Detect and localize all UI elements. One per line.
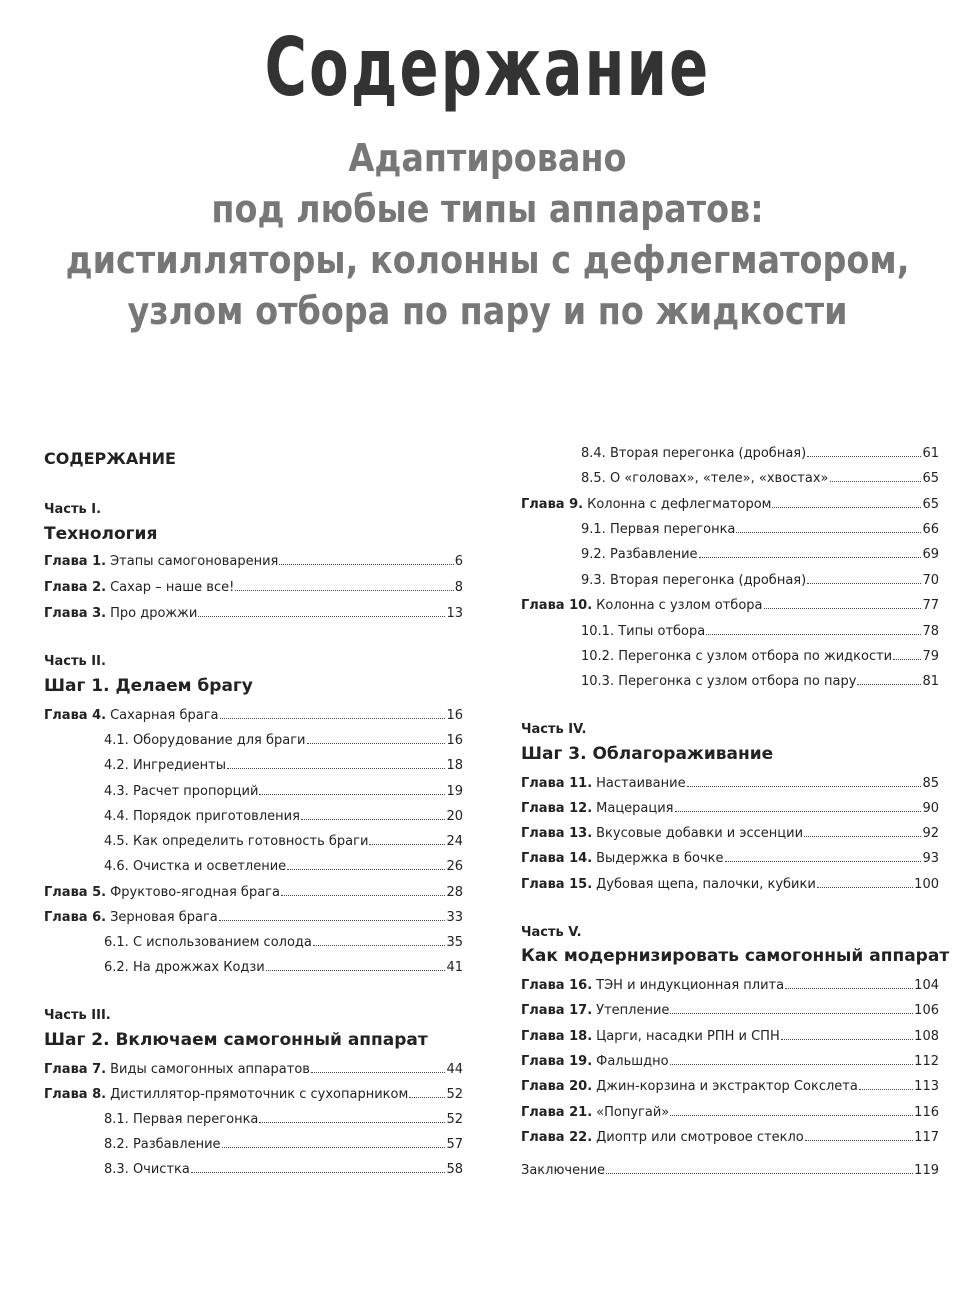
toc-entry[interactable] <box>521 774 939 793</box>
toc-entry-title: 4.1. Оборудование для браги <box>104 733 306 748</box>
toc-entry-title: 6.1. С использованием солода <box>104 935 312 950</box>
dot-leader <box>670 1052 914 1065</box>
toc-entry-title: ТЭН и индукционная плита <box>596 978 785 993</box>
toc-entry-title: Сахарная брага <box>110 708 219 723</box>
dot-leader <box>772 495 921 508</box>
toc-entry-page-number: 78 <box>922 624 939 639</box>
toc-entry[interactable] <box>521 1052 939 1071</box>
toc-entry-page-number: 24 <box>446 834 463 849</box>
toc-entry-page-number: 79 <box>922 649 939 664</box>
dot-leader <box>893 647 921 660</box>
toc-entry-title: Виды самогонных аппаратов <box>110 1062 310 1077</box>
dot-leader <box>675 799 922 812</box>
toc-entry-page-number: 57 <box>446 1137 463 1152</box>
toc-entry-title: Выдержка в бочке <box>596 851 724 866</box>
dot-leader <box>736 520 921 533</box>
toc-entry-title: 9.2. Разбавление <box>581 547 698 562</box>
dot-leader <box>307 731 446 744</box>
toc-entry-chapter-label: Глава 11. <box>521 776 593 791</box>
toc-entry[interactable] <box>104 857 463 876</box>
toc-entry-page-number: 26 <box>446 859 463 874</box>
dot-leader <box>219 908 446 921</box>
part-4-title: Шаг 3. Облагораживание <box>521 744 774 764</box>
toc-entry-chapter-label: Глава 16. <box>521 978 593 993</box>
toc-entry-chapter-label: Глава 2. <box>44 580 107 595</box>
toc-entry-page-number: 20 <box>446 809 463 824</box>
toc-entry[interactable] <box>44 908 463 927</box>
toc-entry[interactable] <box>104 958 463 977</box>
toc-entry-title: Фруктово-ягодная брага <box>110 885 280 900</box>
toc-entry[interactable] <box>581 647 939 666</box>
dot-leader <box>198 604 445 617</box>
toc-entry-chapter-label: Глава 7. <box>44 1062 107 1077</box>
dot-leader <box>606 1161 913 1174</box>
dot-leader <box>409 1085 445 1098</box>
toc-entry-page-number: 65 <box>922 497 939 512</box>
dot-leader <box>699 545 922 558</box>
toc-entry-title: «Попугай» <box>596 1105 670 1120</box>
toc-entry[interactable] <box>521 824 939 843</box>
toc-entry-title: 4.6. Очистка и осветление <box>104 859 287 874</box>
toc-entry-page-number: 70 <box>922 573 939 588</box>
toc-entry-title: 8.5. О «головах», «теле», «хвостах» <box>581 471 829 486</box>
dot-leader <box>670 1103 913 1116</box>
toc-entry[interactable] <box>581 444 939 463</box>
toc-entry-chapter-label: Глава 10. <box>521 598 593 613</box>
toc-entry-title: Вкусовые добавки и эссенции <box>596 826 804 841</box>
toc-entry-chapter-label: Глава 21. <box>521 1105 593 1120</box>
toc-entry-page-number: 6 <box>454 554 463 569</box>
toc-entry-page-number: 116 <box>914 1105 939 1120</box>
dot-leader <box>222 1135 446 1148</box>
toc-entry[interactable] <box>104 731 463 750</box>
toc-entry-title: 8.1. Первая перегонка <box>104 1112 259 1127</box>
toc-entry[interactable] <box>44 706 463 725</box>
dot-leader <box>807 444 921 457</box>
toc-entry-title: 9.3. Вторая перегонка (дробная) <box>581 573 807 588</box>
toc-entry[interactable] <box>44 552 463 571</box>
dot-leader <box>706 622 921 635</box>
toc-entry-page-number: 93 <box>922 851 939 866</box>
toc-entry-title: 9.1. Первая перегонка <box>581 522 736 537</box>
toc-entry-title: 4.5. Как определить готовность браги <box>104 834 369 849</box>
toc-entry-chapter-label: Глава 20. <box>521 1079 593 1094</box>
dot-leader <box>369 832 445 845</box>
toc-entry[interactable] <box>581 545 939 564</box>
part-3-title: Шаг 2. Включаем самогонный аппарат <box>44 1030 428 1050</box>
toc-entry[interactable] <box>521 849 939 868</box>
toc-entry-chapter-label: Глава 14. <box>521 851 593 866</box>
dot-leader <box>764 596 922 609</box>
dot-leader <box>279 552 453 565</box>
toc-entry-page-number: 19 <box>446 784 463 799</box>
dot-leader <box>220 706 446 719</box>
toc-entry[interactable] <box>521 1077 939 1096</box>
toc-entry[interactable] <box>44 1060 463 1079</box>
dot-leader <box>191 1160 446 1173</box>
toc-entry[interactable] <box>104 832 463 851</box>
toc-entry-page-number: 113 <box>914 1079 939 1094</box>
dot-leader <box>804 824 921 837</box>
toc-entry-page-number: 33 <box>446 910 463 925</box>
toc-entry-chapter-label: Глава 15. <box>521 877 593 892</box>
dot-leader <box>859 1077 913 1090</box>
toc-entry-title: Заключение <box>521 1163 606 1178</box>
toc-entry[interactable] <box>521 1001 939 1020</box>
toc-entry-page-number: 61 <box>922 446 939 461</box>
dot-leader <box>266 958 446 971</box>
toc-entry[interactable] <box>521 495 939 514</box>
subtitle <box>59 133 917 337</box>
toc-entry[interactable] <box>581 622 939 641</box>
toc-entry-title: Дубовая щепа, палочки, кубики <box>596 877 816 892</box>
toc-entry-title: 6.2. На дрожжах Кодзи <box>104 960 265 975</box>
toc-entry-chapter-label: Глава 17. <box>521 1003 593 1018</box>
toc-entry[interactable] <box>44 1085 463 1104</box>
toc-entry-title: 4.3. Расчет пропорций <box>104 784 259 799</box>
dot-leader <box>227 756 445 769</box>
toc-entry-page-number: 52 <box>446 1112 463 1127</box>
dot-leader <box>313 933 446 946</box>
toc-entry-title: Джин-корзина и экстрактор Сокслета <box>596 1079 858 1094</box>
toc-entry-page-number: 28 <box>446 885 463 900</box>
toc-entry-page-number: 108 <box>914 1029 939 1044</box>
toc-entry[interactable] <box>44 578 463 597</box>
toc-entry-title: Колонна с дефлегматором <box>587 497 772 512</box>
toc-entry-page-number: 8 <box>454 580 463 595</box>
dot-leader <box>687 774 922 787</box>
toc-entry-page-number: 35 <box>446 935 463 950</box>
toc-entry[interactable] <box>521 1103 939 1122</box>
part-4-label: Часть IV. <box>521 722 587 737</box>
toc-entry-title: Сахар – наше все! <box>110 580 235 595</box>
dot-leader <box>805 1128 913 1141</box>
toc-entry[interactable] <box>104 933 463 952</box>
toc-entry[interactable] <box>521 875 939 894</box>
toc-entry[interactable] <box>44 604 463 623</box>
toc-entry[interactable] <box>44 883 463 902</box>
toc-entry-title: Диоптр или смотровое стекло <box>596 1130 804 1145</box>
toc-entry-title: 8.2. Разбавление <box>104 1137 221 1152</box>
toc-entry-page-number: 90 <box>922 801 939 816</box>
part-1-label: Часть I. <box>44 502 102 517</box>
toc-entry-title: Настаивание <box>596 776 686 791</box>
toc-entry-chapter-label: Глава 22. <box>521 1130 593 1145</box>
subtitle-line: дистилляторы, колонны с дефлегматором, <box>65 238 910 282</box>
toc-entry[interactable] <box>521 1128 939 1147</box>
toc-entry-page-number: 44 <box>446 1062 463 1077</box>
toc-entry[interactable] <box>521 1027 939 1046</box>
toc-entry[interactable] <box>581 469 939 488</box>
dot-leader <box>235 578 453 591</box>
dot-leader <box>785 976 913 989</box>
dot-leader <box>781 1027 913 1040</box>
toc-entry[interactable] <box>104 1110 463 1129</box>
dot-leader <box>301 807 446 820</box>
toc-entry-page-number: 106 <box>914 1003 939 1018</box>
toc-entry-page-number: 85 <box>922 776 939 791</box>
dot-leader <box>857 672 921 685</box>
dot-leader <box>259 782 445 795</box>
subtitle-line: под любые типы аппаратов: <box>211 187 764 231</box>
toc-entry-title: 10.3. Перегонка с узлом отбора по пару <box>581 674 857 689</box>
toc-entry[interactable] <box>581 672 939 691</box>
toc-entry-chapter-label: Глава 9. <box>521 497 584 512</box>
subtitle-line: Адаптировано <box>348 136 627 180</box>
toc-entry[interactable] <box>104 782 463 801</box>
dot-leader <box>281 883 445 896</box>
toc-entry-title: Дистиллятор-прямоточник с сухопарником <box>110 1087 409 1102</box>
toc-entry-page-number: 69 <box>922 547 939 562</box>
toc-entry-chapter-label: Глава 12. <box>521 801 593 816</box>
toc-entry[interactable] <box>521 596 939 615</box>
toc-entry-title: 8.4. Вторая перегонка (дробная) <box>581 446 807 461</box>
toc-entry-page-number: 104 <box>914 978 939 993</box>
dot-leader <box>670 1001 913 1014</box>
toc-entry-page-number: 16 <box>446 733 463 748</box>
toc-entry[interactable] <box>521 976 939 995</box>
part-2-label: Часть II. <box>44 654 106 669</box>
toc-entry-title: 4.4. Порядок приготовления <box>104 809 300 824</box>
toc-entry[interactable] <box>104 756 463 775</box>
toc-entry-chapter-label: Глава 3. <box>44 606 107 621</box>
toc-heading: СОДЕРЖАНИЕ <box>44 449 176 468</box>
dot-leader <box>259 1110 445 1123</box>
toc-entry-page-number: 119 <box>914 1163 939 1178</box>
toc-entry-page-number: 65 <box>922 471 939 486</box>
toc-entry-page-number: 13 <box>446 606 463 621</box>
toc-entry-page-number: 117 <box>914 1130 939 1145</box>
toc-entry-page-number: 52 <box>446 1087 463 1102</box>
part-1-title: Технология <box>44 524 158 544</box>
toc-entry-chapter-label: Глава 6. <box>44 910 107 925</box>
toc-entry-page-number: 16 <box>446 708 463 723</box>
part-3-label: Часть III. <box>44 1008 111 1023</box>
toc-entry-page-number: 18 <box>446 758 463 773</box>
toc-entry-title: Царги, насадки РПН и СПН <box>596 1029 780 1044</box>
toc-entry[interactable] <box>104 1135 463 1154</box>
toc-entry-page-number: 58 <box>446 1162 463 1177</box>
toc-entry-title: 8.3. Очистка <box>104 1162 190 1177</box>
toc-entry[interactable] <box>521 799 939 818</box>
toc-entry-chapter-label: Глава 8. <box>44 1087 107 1102</box>
toc-entry-page-number: 100 <box>914 877 939 892</box>
toc-entry-page-number: 41 <box>446 960 463 975</box>
toc-entry[interactable] <box>521 1161 939 1180</box>
dot-leader <box>311 1060 446 1073</box>
toc-entry[interactable] <box>581 520 939 539</box>
dot-leader <box>287 857 445 870</box>
toc-entry-chapter-label: Глава 18. <box>521 1029 593 1044</box>
toc-entry-title: 10.1. Типы отбора <box>581 624 706 639</box>
toc-entry-page-number: 81 <box>922 674 939 689</box>
toc-entry-chapter-label: Глава 13. <box>521 826 593 841</box>
toc-entry-page-number: 92 <box>922 826 939 841</box>
dot-leader <box>725 849 922 862</box>
dot-leader <box>830 469 922 482</box>
toc-entry-chapter-label: Глава 5. <box>44 885 107 900</box>
toc-entry-page-number: 77 <box>922 598 939 613</box>
subtitle-line: узлом отбора по пару и по жидкости <box>127 289 848 333</box>
toc-entry[interactable] <box>104 807 463 826</box>
toc-entry[interactable] <box>104 1160 463 1179</box>
toc-entry-title: Мацерация <box>596 801 674 816</box>
part-2-title: Шаг 1. Делаем брагу <box>44 676 253 696</box>
toc-entry-chapter-label: Глава 1. <box>44 554 107 569</box>
toc-entry-title: Колонна с узлом отбора <box>596 598 763 613</box>
toc-entry-page-number: 66 <box>922 522 939 537</box>
toc-entry-page-number: 112 <box>914 1054 939 1069</box>
toc-entry-title: Про дрожжи <box>110 606 198 621</box>
toc-entry-chapter-label: Глава 19. <box>521 1054 593 1069</box>
toc-entry-title: 10.2. Перегонка с узлом отбора по жидкости <box>581 649 893 664</box>
page-title: Содержание <box>264 21 711 114</box>
part-5-label: Часть V. <box>521 925 582 940</box>
toc-entry-title: Зерновая брага <box>110 910 218 925</box>
toc-entry-chapter-label: Глава 4. <box>44 708 107 723</box>
toc-entry-title: Этапы самогоноварения <box>110 554 279 569</box>
part-5-title: Как модернизировать самогонный аппарат <box>521 946 950 966</box>
dot-leader <box>807 571 921 584</box>
dot-leader <box>817 875 913 888</box>
toc-entry-title: 4.2. Ингредиенты <box>104 758 227 773</box>
toc-entry[interactable] <box>581 571 939 590</box>
toc-entry-title: Утепление <box>596 1003 670 1018</box>
toc-entry-title: Фальшдно <box>596 1054 669 1069</box>
